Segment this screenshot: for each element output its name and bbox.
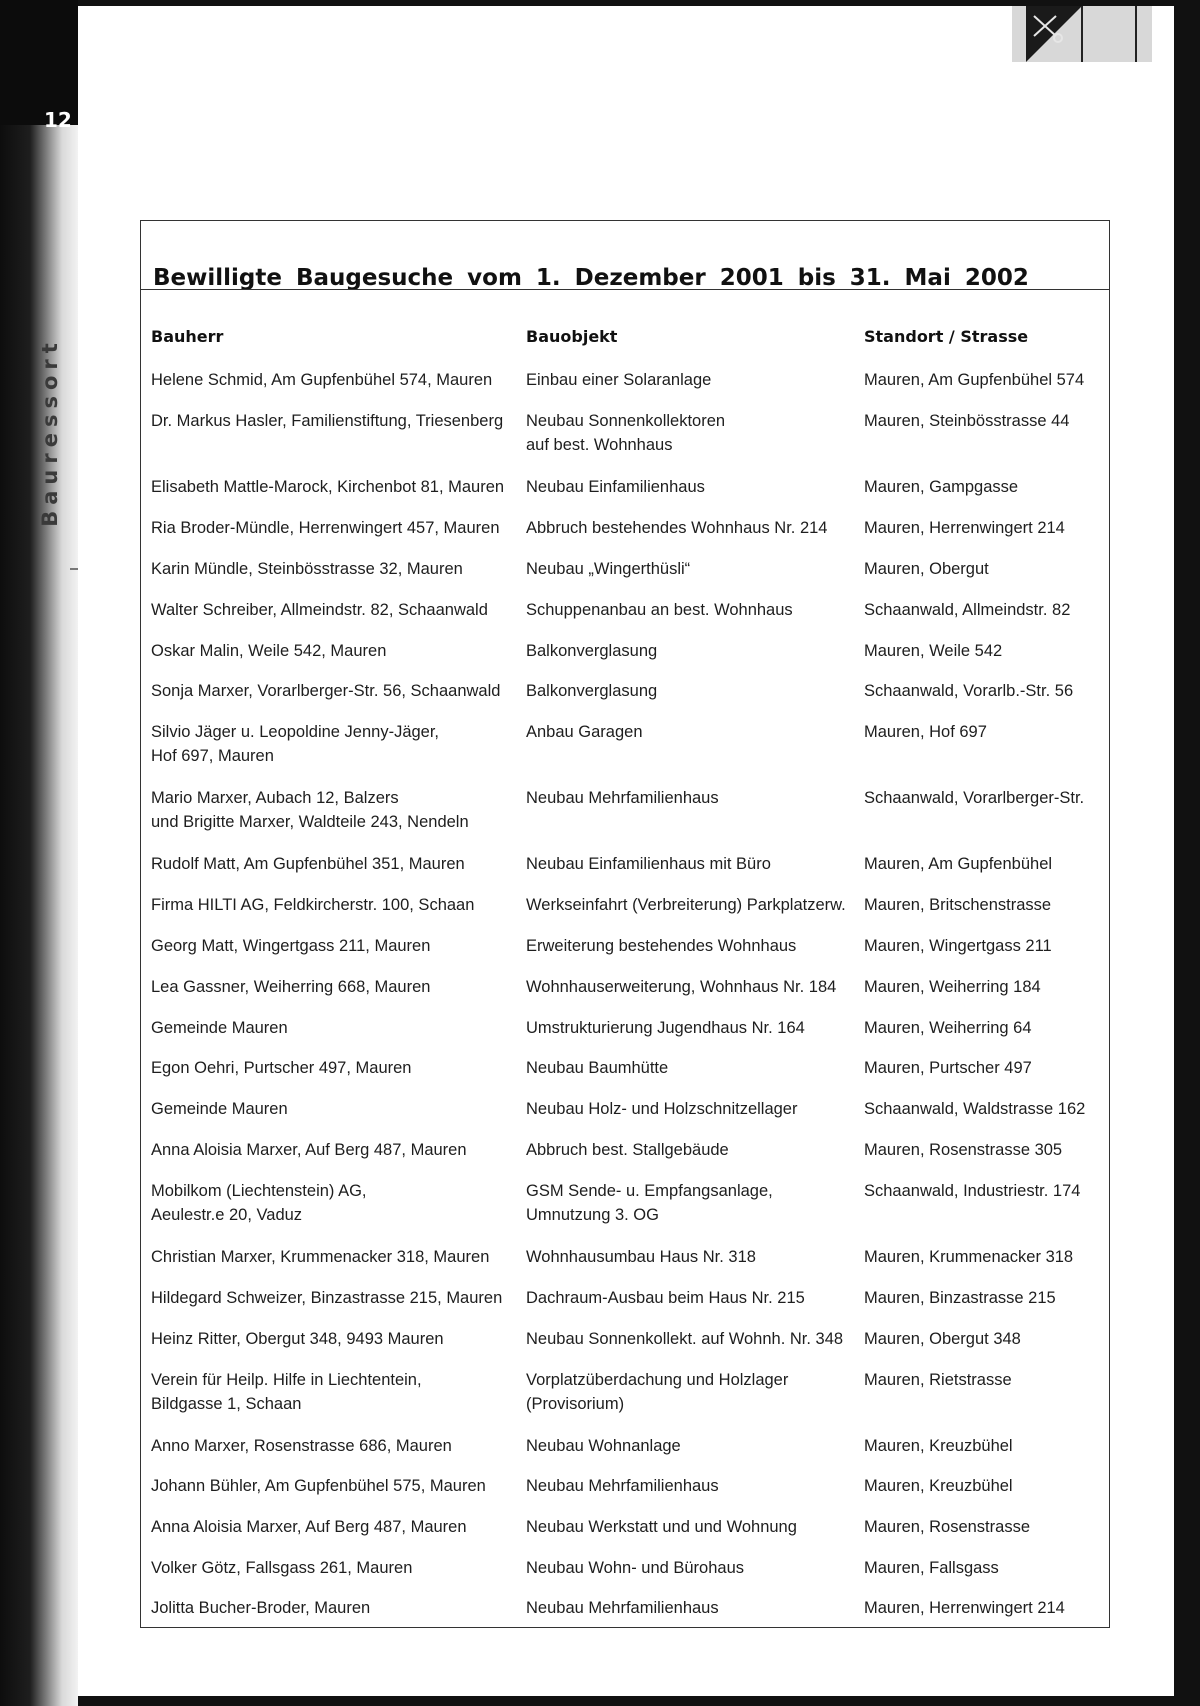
cell-bauherr: Gemeinde Mauren: [151, 1019, 288, 1037]
cell-standort: Mauren, Kreuzbühel: [864, 1437, 1013, 1455]
cell-bauobjekt: Neubau Holz- und Holzschnitzellager: [526, 1100, 798, 1118]
cell-bauobjekt: Neubau Sonnenkollekt. auf Wohnh. Nr. 348: [526, 1330, 844, 1348]
cell-bauherr: Silvio Jäger u. Leopoldine Jenny-Jäger, Hof 697, Mauren: [151, 723, 440, 765]
cell-standort: Mauren, Fallsgass: [864, 1559, 999, 1577]
cell-bauherr: Hildegard Schweizer, Binzastrasse 215, Mauren: [151, 1289, 503, 1307]
section-label: Bauressort: [38, 337, 62, 527]
cell-bauherr: Egon Oehri, Purtscher 497, Mauren: [151, 1059, 412, 1077]
cell-standort: Mauren, Weiherring 184: [864, 978, 1041, 996]
cell-standort: Mauren, Purtscher 497: [864, 1059, 1032, 1077]
cell-bauherr: Anna Aloisia Marxer, Auf Berg 487, Mauren: [151, 1518, 467, 1536]
cell-bauobjekt: Neubau Sonnenkollektoren auf best. Wohnhaus: [526, 412, 726, 454]
cell-standort: Mauren, Gampgasse: [864, 478, 1019, 496]
cell-bauherr: Mario Marxer, Aubach 12, Balzers und Brigitte Marxer, Waldteile 243, Nendeln: [151, 789, 469, 831]
cell-standort: Schaanwald, Waldstrasse 162: [864, 1100, 1086, 1118]
page-number-tab: [0, 0, 78, 125]
cell-standort: Mauren, Steinbösstrasse 44: [864, 412, 1070, 430]
cell-bauobjekt: Werkseinfahrt (Verbreiterung) Parkplatzerw.: [526, 896, 846, 914]
cell-bauherr: Elisabeth Mattle-Marock, Kirchenbot 81, Mauren: [151, 478, 505, 496]
cell-bauherr: Karin Mündle, Steinbösstrasse 32, Mauren: [151, 560, 463, 578]
cell-standort: Mauren, Herrenwingert 214: [864, 1599, 1065, 1617]
cell-bauherr: Firma HILTI AG, Feldkircherstr. 100, Schaan: [151, 896, 475, 914]
cell-bauherr: Heinz Ritter, Obergut 348, 9493 Mauren: [151, 1330, 444, 1348]
cell-bauobjekt: Abbruch best. Stallgebäude: [526, 1141, 729, 1159]
cell-bauobjekt: Abbruch bestehendes Wohnhaus Nr. 214: [526, 519, 828, 537]
cell-bauherr: Georg Matt, Wingertgass 211, Mauren: [151, 937, 431, 955]
cell-standort: Mauren, Weiherring 64: [864, 1019, 1032, 1037]
permit-table-box: [140, 220, 1110, 1628]
cell-bauobjekt: Neubau Mehrfamilienhaus: [526, 1599, 719, 1617]
cell-bauobjekt: Schuppenanbau an best. Wohnhaus: [526, 601, 793, 619]
cell-bauherr: Ria Broder-Mündle, Herrenwingert 457, Mauren: [151, 519, 500, 537]
cell-standort: Mauren, Obergut 348: [864, 1330, 1021, 1348]
cell-bauobjekt: Neubau Mehrfamilienhaus: [526, 1477, 719, 1495]
cell-bauobjekt: Wohnhauserweiterung, Wohnhaus Nr. 184: [526, 978, 837, 996]
cell-standort: Schaanwald, Allmeindstr. 82: [864, 601, 1071, 619]
cell-standort: Mauren, Britschenstrasse: [864, 896, 1052, 914]
cell-bauobjekt: Erweiterung bestehendes Wohnhaus: [526, 937, 797, 955]
cell-bauherr: Dr. Markus Hasler, Familienstiftung, Triesenberg: [151, 412, 504, 430]
cell-standort: Mauren, Rosenstrasse: [864, 1518, 1030, 1536]
column-header-bauobjekt: Bauobjekt: [526, 327, 618, 346]
cell-standort: Mauren, Kreuzbühel: [864, 1477, 1013, 1495]
column-header-standort: Standort / Strasse: [864, 327, 1029, 346]
cell-standort: Mauren, Am Gupfenbühel 574: [864, 371, 1085, 389]
cell-bauherr: Anna Aloisia Marxer, Auf Berg 487, Mauren: [151, 1141, 467, 1159]
cell-bauherr: Verein für Heilp. Hilfe in Liechtentein, Bildgasse 1, Schaan: [151, 1371, 422, 1413]
cell-bauobjekt: Neubau Einfamilienhaus: [526, 478, 705, 496]
cell-bauobjekt: Wohnhausumbau Haus Nr. 318: [526, 1248, 756, 1266]
cell-bauherr: Mobilkom (Liechtenstein) AG, Aeulestr.e 20, Vaduz: [151, 1182, 367, 1224]
cell-bauherr: Anno Marxer, Rosenstrasse 686, Mauren: [151, 1437, 452, 1455]
cell-bauobjekt: Neubau Baumhütte: [526, 1059, 669, 1077]
cell-bauherr: Johann Bühler, Am Gupfenbühel 575, Mauren: [151, 1477, 486, 1495]
cell-bauobjekt: Umstrukturierung Jugendhaus Nr. 164: [526, 1019, 805, 1037]
cell-bauobjekt: Anbau Garagen: [526, 723, 643, 741]
column-header-bauherr: Bauherr: [151, 327, 224, 346]
cell-standort: Mauren, Herrenwingert 214: [864, 519, 1065, 537]
cell-standort: Schaanwald, Vorarlberger-Str.: [864, 789, 1085, 807]
cell-bauherr: Sonja Marxer, Vorarlberger-Str. 56, Schaanwald: [151, 682, 501, 700]
cell-standort: Mauren, Hof 697: [864, 723, 987, 741]
cell-bauobjekt: Balkonverglasung: [526, 642, 658, 660]
cell-bauobjekt: Neubau Wohnanlage: [526, 1437, 681, 1455]
cell-standort: Mauren, Obergut: [864, 560, 989, 578]
cell-bauherr: Lea Gassner, Weiherring 668, Mauren: [151, 978, 431, 996]
cell-standort: Mauren, Wingertgass 211: [864, 937, 1052, 955]
cell-bauobjekt: Neubau Mehrfamilienhaus: [526, 789, 719, 807]
page-title: Bewilligte Baugesuche vom 1. Dezember 2001 bis 31. Mai 2002: [153, 265, 1029, 291]
left-margin-strip: [0, 0, 78, 1706]
crest-logo: [1012, 6, 1152, 62]
cell-bauobjekt: Neubau „Wingerthüsli“: [526, 560, 691, 578]
permit-rows: [141, 221, 1109, 1627]
cell-bauherr: Jolitta Bucher-Broder, Mauren: [151, 1599, 371, 1617]
section-rule: [70, 568, 78, 570]
cell-standort: Mauren, Binzastrasse 215: [864, 1289, 1056, 1307]
cell-bauobjekt: Neubau Einfamilienhaus mit Büro: [526, 855, 771, 873]
cell-standort: Mauren, Rosenstrasse 305: [864, 1141, 1063, 1159]
cell-bauobjekt: GSM Sende- u. Empfangsanlage, Umnutzung 3. OG: [526, 1182, 773, 1224]
cell-bauherr: Walter Schreiber, Allmeindstr. 82, Schaanwald: [151, 601, 488, 619]
cell-bauherr: Helene Schmid, Am Gupfenbühel 574, Mauren: [151, 371, 493, 389]
cell-bauobjekt: Balkonverglasung: [526, 682, 658, 700]
cell-bauherr: Volker Götz, Fallsgass 261, Mauren: [151, 1559, 413, 1577]
cell-standort: Schaanwald, Vorarlb.-Str. 56: [864, 682, 1074, 700]
cell-standort: Mauren, Am Gupfenbühel: [864, 855, 1053, 873]
cell-bauherr: Rudolf Matt, Am Gupfenbühel 351, Mauren: [151, 855, 465, 873]
page-number: 12: [44, 108, 72, 132]
cell-bauobjekt: Vorplatzüberdachung und Holzlager (Provisorium): [526, 1371, 789, 1413]
cell-bauherr: Christian Marxer, Krummenacker 318, Mauren: [151, 1248, 490, 1266]
cell-bauherr: Gemeinde Mauren: [151, 1100, 288, 1118]
cell-bauobjekt: Einbau einer Solaranlage: [526, 371, 712, 389]
cell-bauobjekt: Dachraum-Ausbau beim Haus Nr. 215: [526, 1289, 805, 1307]
cell-bauobjekt: Neubau Wohn- und Bürohaus: [526, 1559, 745, 1577]
cell-standort: Mauren, Weile 542: [864, 642, 1003, 660]
cell-bauobjekt: Neubau Werkstatt und und Wohnung: [526, 1518, 797, 1536]
cell-standort: Schaanwald, Industriestr. 174: [864, 1182, 1081, 1200]
cell-standort: Mauren, Krummenacker 318: [864, 1248, 1074, 1266]
cell-bauherr: Oskar Malin, Weile 542, Mauren: [151, 642, 387, 660]
cell-standort: Mauren, Rietstrasse: [864, 1371, 1012, 1389]
